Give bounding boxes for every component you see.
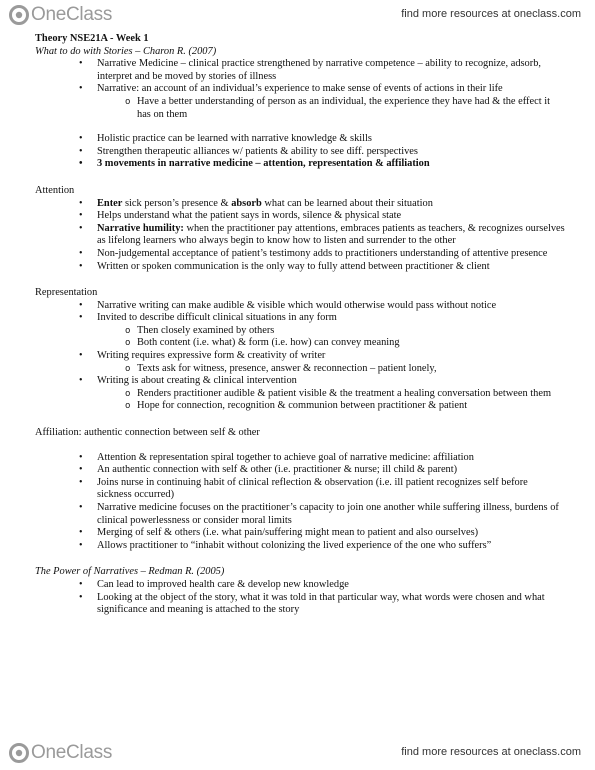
sub-list-item: o Have a better understanding of person as an individual, the experience they have had & the effect it has on them [75,96,565,121]
sub-list-item: o Both content (i.e. what) & form (i.e. how) can convey meaning [75,337,565,350]
document-body [35,33,565,617]
bold-term: absorb [231,197,262,209]
bold-term: Enter [97,197,123,209]
heading-affiliation: Affiliation: authentic connection between self & other [35,427,260,439]
logo-text: OneClass [31,4,113,25]
oneclass-logo-icon [8,742,30,764]
sub-list-item: o Renders practitioner audible & patient visible & the treatment a healing conversation between them [75,388,565,401]
list-item: • 3 movements in narrative medicine – attention, representation & affiliation [75,158,565,171]
heading-representation: Representation [35,287,98,299]
heading-attention: Attention [35,184,75,196]
list-item: • Helps understand what the patient says in words, silence & physical state [75,210,565,223]
sub-list-item: o Hope for connection, recognition & communion between practitioner & patient [75,400,565,413]
oneclass-logo-icon [8,4,30,26]
text-run: sick person’s presence & [122,197,232,209]
list-item [75,223,565,248]
text-run: when the practitioner pay attentions, embraces patients as teachers, & recognizes ourselves as lifelong learners who always begin to know how to listen and surrender to the other [97,222,565,247]
bold-term: Narrative humility: [97,222,184,234]
footer-bar [0,738,595,768]
header-bar [0,0,595,30]
list-item: • Written or spoken communication is the only way to fully attend between practitioner & client [75,261,565,274]
list-item: • An authentic connection with self & other (i.e. practitioner & nurse; ill child & parent) [75,464,565,477]
list-item: • Narrative medicine focuses on the practitioner’s capacity to join one another while suffering illness, burdens of clinical powerlessness or consider moral limits [75,502,565,527]
section-subtitle-charon: What to do with Stories – Charon R. (2007) [35,45,217,57]
list-item: • Can lead to improved health care & develop new knowledge [75,579,565,592]
find-more-link[interactable]: find more resources at oneclass.com [401,8,581,20]
list-item: • Attention & representation spiral together to achieve goal of narrative medicine: affiliation [75,452,565,465]
list-item: • Writing requires expressive form & creativity of writer [75,350,565,363]
logo-text: OneClass [31,742,113,763]
list-item: • Invited to describe difficult clinical situations in any form [75,312,565,325]
list-item [75,198,565,211]
oneclass-logo[interactable] [8,742,112,764]
list-item: • Holistic practice can be learned with narrative knowledge & skills [75,133,565,146]
list-item: • Narrative: an account of an individual’s experience to make sense of events of actions in their life [75,83,565,96]
list-item: • Non-judgemental acceptance of patient’s testimony adds to practitioners understanding of attentive presence [75,248,565,261]
list-item: • Writing is about creating & clinical intervention [75,375,565,388]
oneclass-logo[interactable] [8,4,112,26]
list-item: • Merging of self & others (i.e. what pain/suffering might mean to patient and also ourselves) [75,527,565,540]
sub-list-item: o Texts ask for witness, presence, answer & reconnection – patient lonely, [75,363,565,376]
list-item: • Joins nurse in continuing habit of clinical reflection & observation (i.e. ill patient recognizes self before sickness occurred) [75,477,565,502]
list-item: • Allows practitioner to “inhabit without colonizing the lived experience of the one who suffers” [75,540,565,553]
list-item: • Narrative Medicine – clinical practice strengthened by narrative competence – ability to recognize, adsorb, interpret and be moved by stories of illness [75,58,565,83]
text-run: what can be learned about their situation [261,197,433,209]
sub-list-item: o Then closely examined by others [75,325,565,338]
document-title: Theory NSE21A - Week 1 [35,33,149,44]
list-item: • Strengthen therapeutic alliances w/ patients & ability to see diff. perspectives [75,146,565,159]
section-subtitle-redman: The Power of Narratives – Redman R. (2005) [35,566,225,578]
find-more-link[interactable]: find more resources at oneclass.com [401,746,581,758]
list-item: • Looking at the object of the story, what it was told in that particular way, what words were chosen and what significance and meaning is attached to the story [75,592,565,617]
list-item: • Narrative writing can make audible & visible which would otherwise would pass without notice [75,300,565,313]
